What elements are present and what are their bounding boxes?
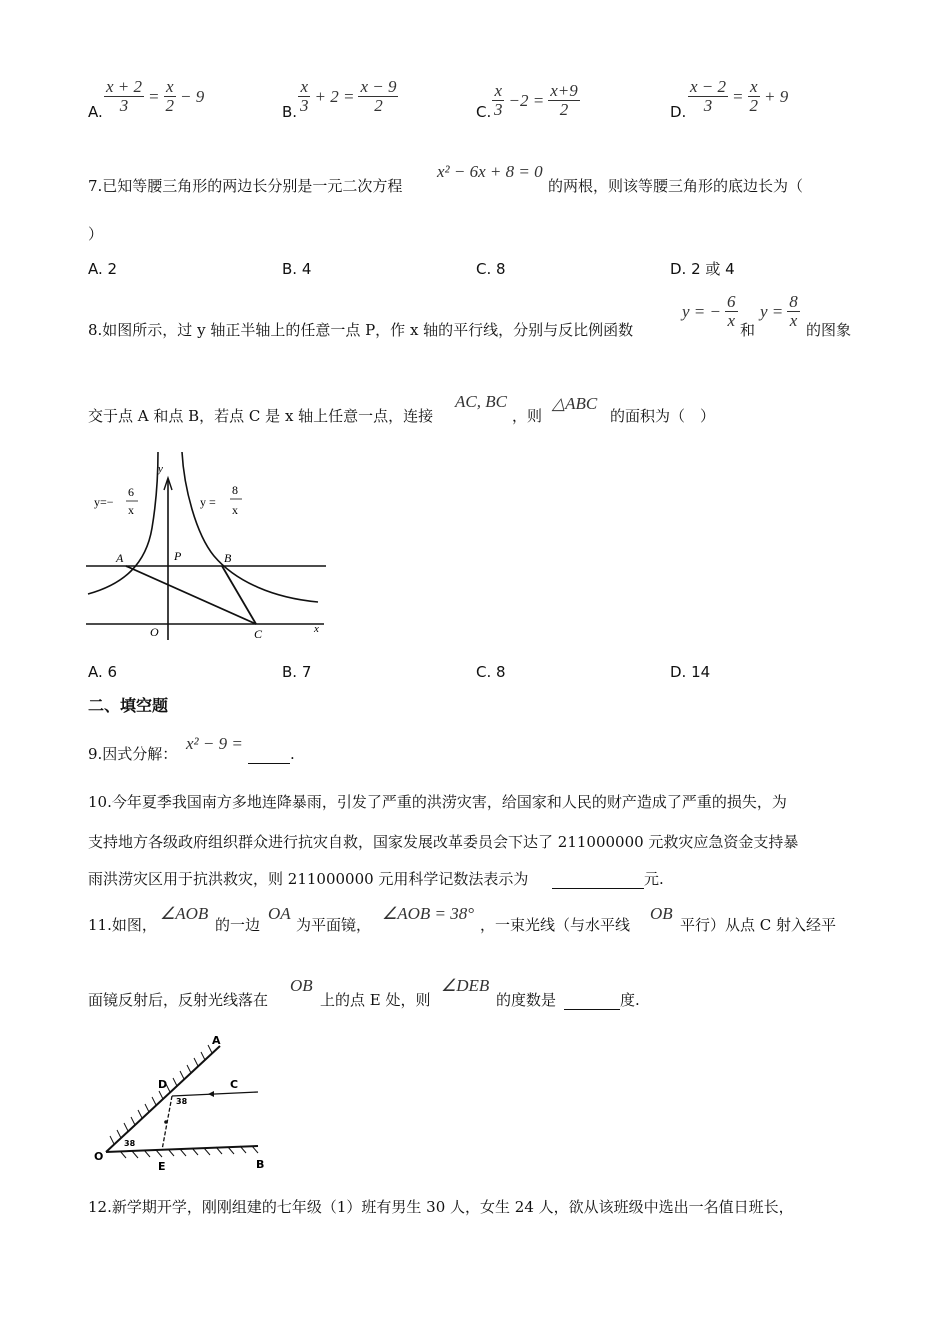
axis-y-label: y [158,463,163,475]
label-left-den: x [128,503,134,517]
segment-bc [222,566,256,624]
q8-graph [84,448,334,648]
curve-left [88,452,158,594]
frac-num: x − 9 [360,77,397,96]
q10-line3: 雨洪涝灾区用于抗洪救灾，则 211000000 元用科学记数法表示为 [88,870,529,888]
frac-den: x [727,311,736,330]
tail: + 9 [764,86,789,106]
frac-num: x − 2 [690,77,727,96]
label-left-lhs: y=− [94,495,114,509]
q11-p2: 的一边 [215,916,261,934]
frac-num: x [165,77,174,96]
q8-line1-tail: 的图象 [806,321,852,339]
q9-expression: x² − 9 = [186,734,243,753]
q8-line1: 8.如图所示，过 y 轴正半轴上的任意一点 P，作 x 轴的平行线，分别与反比例函数 [88,321,634,339]
frac-den: x [789,311,798,330]
q8-function-2 [760,293,800,330]
q11-answer-blank [564,990,640,1010]
q7-option-d: D. 2 或 4 [670,260,735,278]
frac-den: 3 [119,96,129,115]
q9-prefix: 9.因式分解： [88,745,178,763]
point-b: B [224,551,232,565]
q6-option-b-equation [298,78,398,115]
q8-function-1 [682,293,738,330]
q11-aob: ∠AOB [160,904,209,923]
label-c: C [230,1078,239,1091]
label-left-num: 6 [128,485,134,499]
frac-den: 3 [300,96,309,115]
q11-p4: ，一束光线（与水平线 [480,916,631,934]
q11-deb: ∠DEB [441,976,490,995]
q8-line2b: ，则 [512,407,543,425]
mid: + 2 = [314,86,355,106]
q6-option-d-equation [688,78,788,115]
axis-x-label: x [314,623,319,635]
op: = [732,86,744,106]
q6-option-c-equation [492,82,580,119]
q9-suffix: . [290,745,295,763]
frac-den: 2 [559,100,569,119]
frac-den: 3 [703,96,713,115]
point-o: O [150,625,159,639]
lhs: y = − [682,301,721,321]
q11-l2a: 面镜反射后，反射光线落在 [88,991,269,1009]
q11-l2b: 上的点 E 处，则 [320,991,431,1009]
q11-p3: 为平面镜， [296,916,372,934]
q7-equation: x² − 6x + 8 = 0 [437,162,543,181]
point-a: A [116,551,124,565]
frac-num: x [749,77,758,96]
q6-option-b-label: B. [282,103,298,121]
section-heading: 二、填空题 [88,696,169,715]
label-b: B [256,1158,265,1171]
q10-line1: 10.今年夏季我国南方多地连降暴雨，引发了严重的洪涝灾害，给国家和人民的财产造成了严重的损失，为 [88,793,787,811]
frac-den: 2 [165,96,175,115]
q9-answer-blank [248,744,295,764]
point-p: P [174,549,182,563]
q8-option-b: B. 7 [282,663,312,681]
tail: − 9 [180,86,205,106]
q8-option-c: C. 8 [476,663,506,681]
label-e: E [158,1160,166,1173]
frac-num: x+9 [550,81,578,100]
q8-and: 和 [740,321,756,339]
label-o: O [94,1150,104,1163]
q11-figure [90,1032,290,1180]
ray-cd [172,1092,258,1096]
q11-aob38: ∠AOB = 38° [382,904,475,923]
label-right-num: 8 [232,483,238,497]
q7-option-a: A. 2 [88,260,118,278]
op: = [148,86,160,106]
frac-den: 3 [494,100,503,119]
frac-num: x [300,77,309,96]
label-right-lhs: y = [200,495,216,509]
q7-suffix: 的两根，则该等腰三角形的底边长为（ [548,177,804,195]
q7-close: ） [88,225,104,243]
q6-option-c-label: C. [476,103,492,121]
label-d: D [158,1078,168,1091]
q11-l2c: 的度数是 [496,991,557,1009]
lhs: y = [760,301,784,321]
q8-option-d: D. 14 [670,663,711,681]
label-right-den: x [232,503,238,517]
q8-triangle: △ABC [552,394,598,413]
q11-ob: OB [650,904,673,923]
mid: −2 = [508,90,545,110]
q8-line2c: 的面积为（ ） [610,407,716,425]
q10-line2: 支持地方各级政府组织群众进行抗灾自救，国家发展改革委员会下达了 211000000 元救灾应急资金支持暴 [88,833,799,851]
frac-den: 2 [374,96,383,115]
curve-right [182,452,318,602]
q10-line3-tail: 元. [644,870,664,888]
frac-den: 2 [749,96,759,115]
frac-num: x + 2 [106,77,143,96]
point-c: C [254,627,263,641]
ray-dot [164,1120,168,1124]
q10-answer-blank [552,869,664,889]
q11-l2d: 度. [620,991,640,1009]
q11-p1: 11.如图， [88,916,157,934]
q11-oa: OA [268,904,291,923]
q11-ob2: OB [290,976,313,995]
q6-option-a-label: A. [88,103,103,121]
q11-p5: 平行）从点 C 射入经平 [680,916,837,934]
q6-option-d-label: D. [670,103,687,121]
frac-num: x [494,81,503,100]
angle-label: 38 [124,1139,136,1148]
q6-option-a-equation [104,78,204,115]
q12-line1: 12.新学期开学，刚刚组建的七年级（1）班有男生 30 人，女生 24 人，欲从该班级中选出一名值日班长， [88,1198,794,1216]
frac-num: 8 [789,292,798,311]
q7-option-b: B. 4 [282,260,312,278]
label-a: A [212,1034,221,1047]
q8-ac-bc: AC, BC [455,392,507,411]
q7-prefix: 7.已知等腰三角形的两边长分别是一元二次方程 [88,177,403,195]
q7-option-c: C. 8 [476,260,506,278]
segment-ac [126,566,256,624]
q8-line2a: 交于点 A 和点 B，若点 C 是 x 轴上任意一点，连接 [88,407,434,425]
q8-option-a: A. 6 [88,663,118,681]
angle-label-d: 38 [176,1097,188,1106]
frac-num: 6 [727,292,736,311]
ray-arrow [208,1091,214,1097]
